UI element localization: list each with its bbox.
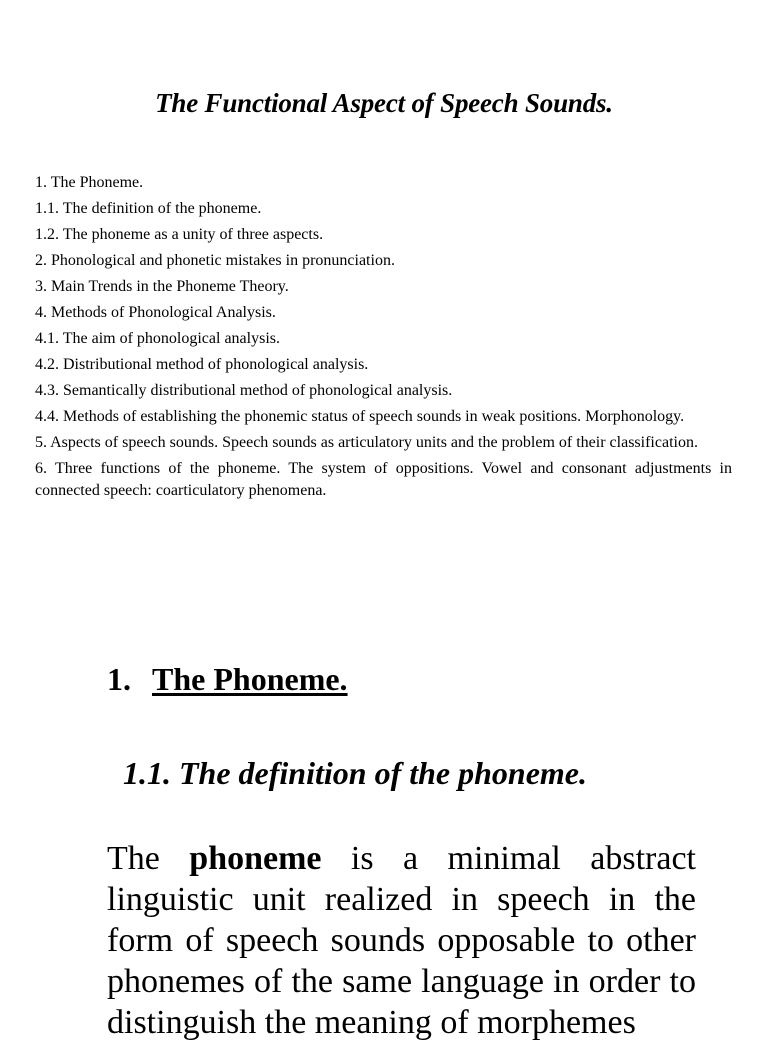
toc-item: 1. The Phoneme.: [35, 174, 144, 191]
definition-paragraph: [107, 838, 696, 1043]
toc-item: 4.1. The aim of phonological analysis.: [35, 330, 280, 347]
section-heading: [107, 658, 348, 700]
toc-item: 6. Three functions of the phoneme. The system of oppositions. Vowel and consonant adjustments in connected speech: coarticulatory phenomena.: [35, 460, 732, 499]
toc-item: 1.2. The phoneme as a unity of three aspects.: [35, 226, 324, 243]
toc-item: 4.4. Methods of establishing the phonemic status of speech sounds in weak positions. Morphonology.: [35, 408, 685, 425]
toc-item: 4. Methods of Phonological Analysis.: [35, 304, 276, 321]
paragraph-start: The: [107, 840, 190, 877]
defined-term: phoneme: [189, 840, 322, 877]
section-title: The Phoneme.: [152, 661, 348, 697]
section-number: 1.: [107, 661, 131, 697]
toc-item: 3. Main Trends in the Phoneme Theory.: [35, 278, 289, 295]
toc-item: 1.1. The definition of the phoneme.: [35, 200, 262, 217]
subsection-heading: 1.1. The definition of the phoneme.: [123, 755, 587, 791]
document-title: The Functional Aspect of Speech Sounds.: [155, 88, 613, 118]
table-of-contents: [35, 172, 732, 506]
toc-item: 5. Aspects of speech sounds. Speech sounds as articulatory units and the problem of their classification.: [35, 434, 698, 451]
toc-item: 4.3. Semantically distributional method of phonological analysis.: [35, 382, 453, 399]
toc-item: 2. Phonological and phonetic mistakes in pronunciation.: [35, 252, 395, 269]
toc-item: 4.2. Distributional method of phonological analysis.: [35, 356, 369, 373]
paragraph-rest: is a minimal abstract linguistic unit realized in speech in the form of speech sounds opposable to other phonemes of the same language in order to distinguish the meaning of morphemes: [107, 840, 697, 1041]
